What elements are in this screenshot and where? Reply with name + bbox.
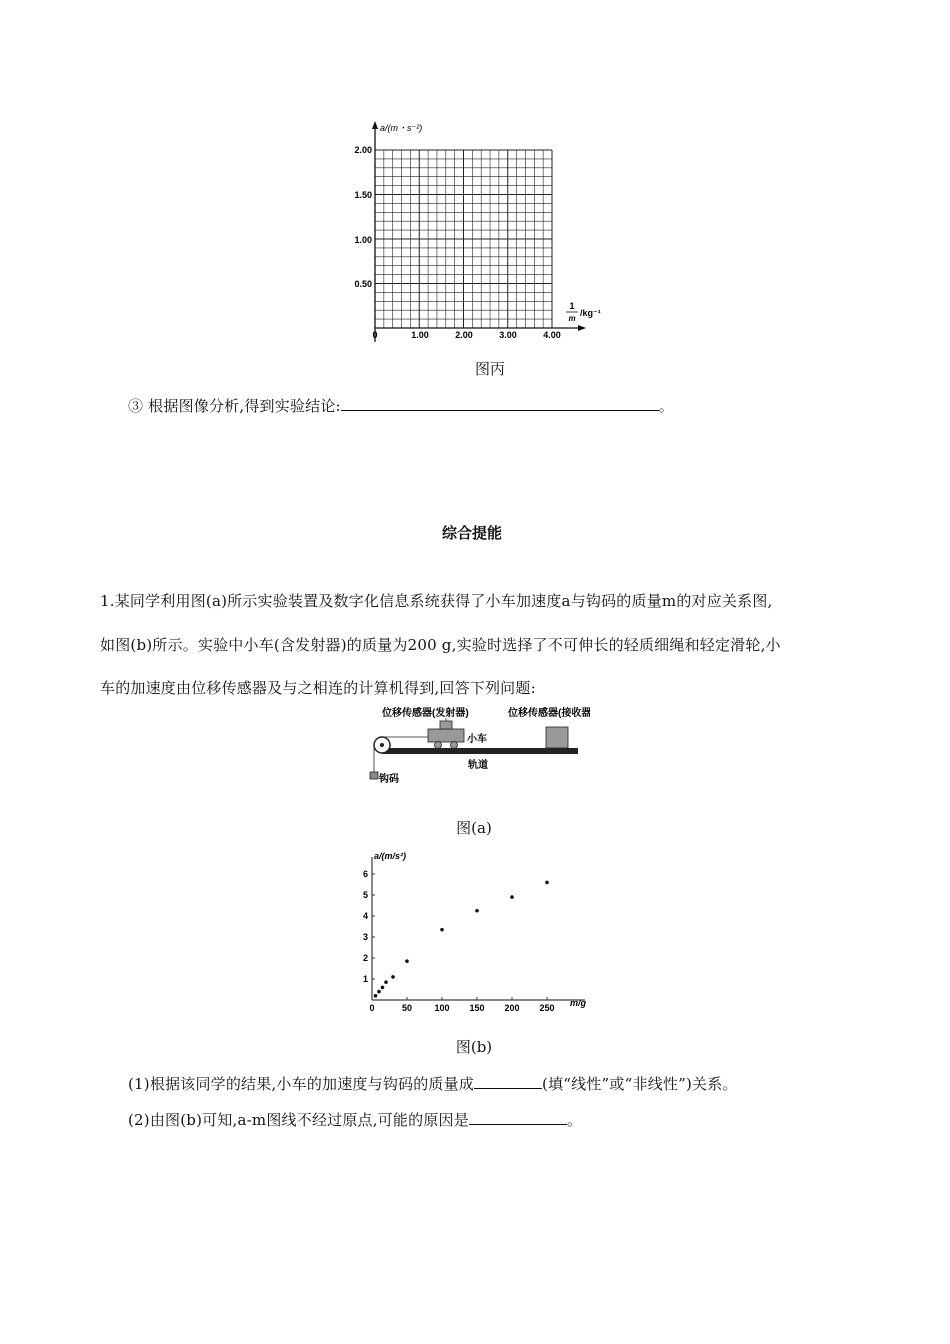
problem-1-line-2: 如图(b)所示。实验中小车(含发射器)的质量为200 g,实验时选择了不可伸长的轻质细绳和轻定滑轮,小: [100, 636, 781, 654]
question-3-end: 。: [658, 397, 674, 415]
data-point: [374, 994, 378, 998]
cart-wheel: [435, 742, 442, 749]
y-tick-label: 4: [362, 911, 368, 921]
problem-1-line-3: 车的加速度由位移传感器及与之相连的计算机得到,回答下列问题:: [100, 679, 536, 697]
x-label-unit: /kg⁻¹: [580, 308, 601, 318]
x-tick-label: 3.00: [499, 330, 517, 340]
x-tick-label: 250: [539, 1003, 555, 1013]
data-point: [405, 959, 409, 963]
figure-c: [340, 112, 610, 352]
figure-a-caption: 图(a): [456, 819, 492, 837]
answer-blank[interactable]: [341, 396, 659, 411]
receiver-device: [546, 727, 568, 748]
figure-b: [350, 845, 600, 1015]
sender-label: 位移传感器(发射器): [382, 708, 469, 719]
answer-blank[interactable]: [469, 1110, 567, 1125]
x-tick-label: 4.00: [543, 330, 561, 340]
track: [382, 748, 578, 754]
x-tick-label: 200: [504, 1003, 520, 1013]
question-3: [128, 388, 674, 424]
a-m-scatter-chart: [350, 845, 600, 1015]
y-tick-label: 3: [362, 932, 368, 942]
receiver-label: 位移传感器(接收器): [508, 708, 590, 719]
data-point: [384, 980, 388, 984]
y-tick-label: 2.00: [354, 145, 372, 155]
cart-label: 小车: [467, 734, 487, 745]
question-3-text: ③ 根据图像分析,得到实验结论:: [128, 397, 341, 415]
hanging-weight: [370, 772, 378, 779]
figure-c-graph: [340, 112, 610, 352]
y-axis-label: a/(m/s²): [374, 851, 407, 861]
subquestion-1-tail: (填“线性”或“非线性”)关系。: [542, 1075, 738, 1093]
y-tick-label: 1.00: [354, 235, 372, 245]
y-tick-label: 1.50: [354, 190, 372, 200]
y-tick-label: 0.50: [354, 279, 372, 289]
x-axis-arrow: [578, 325, 586, 331]
y-tick-label: 5: [362, 890, 368, 900]
x-tick-label: 2.00: [455, 330, 473, 340]
answer-blank[interactable]: [474, 1074, 542, 1089]
data-point: [391, 975, 395, 979]
data-point: [510, 895, 514, 899]
data-point: [440, 928, 444, 932]
point-group: [374, 881, 549, 998]
y-axis-arrow: [372, 121, 378, 129]
subquestion-2-tail: 。: [566, 1111, 583, 1129]
y-tick-label: 1: [362, 974, 368, 984]
track-label: 轨道: [468, 760, 488, 771]
weight-label: 钩码: [379, 774, 399, 785]
subquestion-2: [128, 1102, 582, 1138]
x-label-denominator: m: [568, 314, 576, 323]
pulley-axle: [380, 743, 384, 747]
data-point: [381, 986, 385, 990]
apparatus-diagram: [360, 700, 590, 792]
figure-c-caption: 图丙: [474, 360, 505, 378]
y-axis-label: a/(m・s⁻²): [380, 123, 423, 133]
x-tick-label: 0: [369, 1003, 375, 1013]
cart: [428, 729, 464, 742]
y-tick-label: 6: [362, 869, 368, 879]
x-tick-label: 150: [469, 1003, 485, 1013]
figure-b-caption: 图(b): [455, 1038, 493, 1056]
x-label-numerator: 1: [569, 301, 575, 311]
data-point: [545, 881, 549, 885]
x-tick-label: 100: [434, 1003, 450, 1013]
x-tick-label: 0: [372, 330, 378, 340]
x-axis-label: m/g: [570, 998, 587, 1008]
subquestion-2-text: (2)由图(b)可知,a-m图线不经过原点,可能的原因是: [128, 1111, 469, 1129]
data-point: [475, 909, 479, 913]
figure-a: [360, 700, 590, 792]
grid-paper: [375, 150, 552, 328]
x-tick-label: 1.00: [411, 330, 429, 340]
section-title: 综合提能: [442, 524, 503, 542]
subquestion-1-text: (1)根据该同学的结果,小车的加速度与钩码的质量成: [128, 1075, 475, 1093]
problem-1-line-1: 1.某同学利用图(a)所示实验装置及数字化信息系统获得了小车加速度a与钩码的质量m的对应关系图,: [100, 592, 773, 610]
x-tick-label: 50: [401, 1003, 413, 1013]
sender-device: [440, 721, 452, 729]
data-point: [377, 990, 381, 994]
y-tick-label: 2: [362, 953, 368, 963]
cart-wheel: [451, 742, 458, 749]
tick-group: [363, 869, 555, 1013]
subquestion-1: [128, 1066, 738, 1102]
